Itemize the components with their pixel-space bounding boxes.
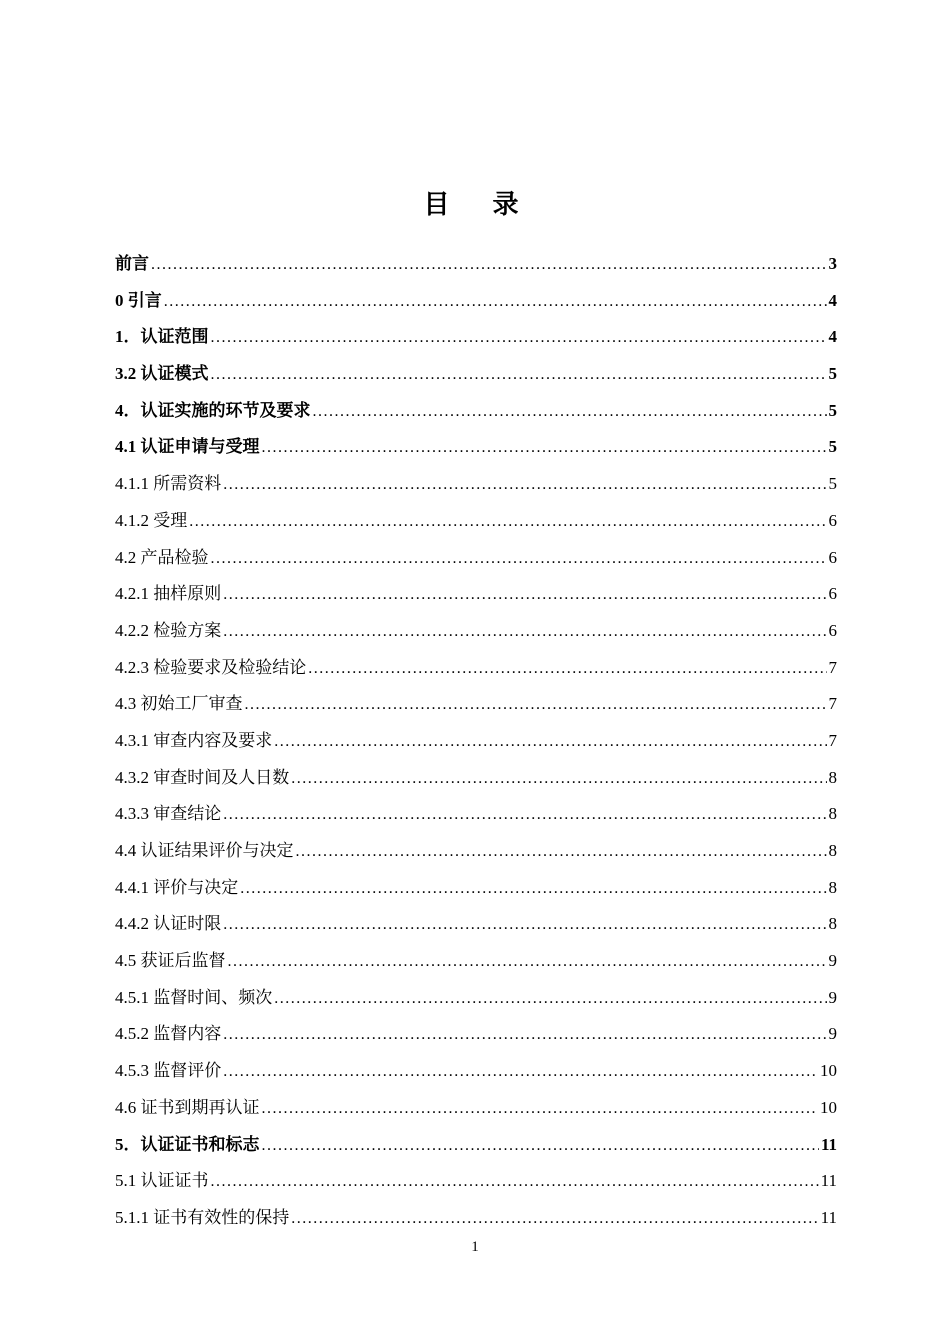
dot-leader <box>228 944 827 981</box>
toc-entry <box>115 796 837 833</box>
toc-entry-page: 8 <box>828 877 837 897</box>
toc-entry <box>115 943 837 980</box>
toc-entry-page: 6 <box>828 510 837 530</box>
toc-entry <box>115 1163 837 1200</box>
toc-entry <box>115 466 837 503</box>
toc-entry-label: 4.5.2 监督内容 <box>115 1024 222 1044</box>
toc-entry-label: 1．认证范围 <box>115 327 209 347</box>
toc-entry-page: 5 <box>828 400 837 420</box>
toc-entry-label: 4.5.1 监督时间、频次 <box>115 987 273 1007</box>
dot-leader <box>262 430 827 467</box>
dot-leader <box>189 504 826 541</box>
toc-entry-label: 4.2.3 检验要求及检验结论 <box>115 657 307 677</box>
toc-entry-label: 4.1.2 受理 <box>115 510 188 530</box>
toc-entry-page: 8 <box>828 914 837 934</box>
toc-entry-label: 4.4 认证结果评价与决定 <box>115 841 294 860</box>
toc-entry-page: 11 <box>820 1207 837 1227</box>
toc-entry-label: 4.3.2 审查时间及人日数 <box>115 767 290 787</box>
toc-entry <box>115 870 837 907</box>
toc-entry-page: 4 <box>828 290 837 310</box>
toc-entry-page: 11 <box>820 1171 837 1191</box>
toc-entry <box>115 613 837 650</box>
toc-entry-page: 6 <box>828 547 837 567</box>
dot-leader <box>211 320 827 357</box>
toc-entry-page: 8 <box>828 841 837 860</box>
dot-leader <box>223 467 826 504</box>
toc-entry <box>115 686 837 723</box>
toc-entry-label: 4.4.2 认证时限 <box>115 914 222 934</box>
toc-entry-page: 4 <box>828 327 837 347</box>
toc-entry <box>115 393 837 430</box>
toc-entry <box>115 1200 837 1237</box>
dot-leader <box>291 1201 818 1238</box>
dot-leader <box>313 394 827 431</box>
toc-entry-page: 5 <box>828 437 837 457</box>
toc-entry-label: 4.5 获证后监督 <box>115 951 226 971</box>
dot-leader <box>240 871 826 908</box>
toc-entry <box>115 1090 837 1127</box>
toc-entry-page: 11 <box>820 1134 837 1154</box>
toc-entry <box>115 319 837 356</box>
page-footer <box>0 1238 950 1256</box>
toc-entry-page: 10 <box>820 1061 837 1081</box>
dot-leader <box>291 761 826 798</box>
toc-entry-page: 9 <box>828 987 837 1007</box>
toc-entry-label: 4.1 认证申请与受理 <box>115 437 260 457</box>
toc-entry-page: 6 <box>828 584 837 604</box>
toc-entry <box>115 283 837 320</box>
dot-leader <box>223 1054 818 1091</box>
toc-entry <box>115 1016 837 1053</box>
toc-entry-label: 3.2 认证模式 <box>115 364 209 384</box>
dot-leader <box>223 1017 826 1054</box>
toc-entry-page: 5 <box>828 474 837 494</box>
toc-entry <box>115 980 837 1017</box>
dot-leader <box>308 651 826 688</box>
toc-entry-page: 8 <box>828 767 837 787</box>
toc-entry-label: 4.5.3 监督评价 <box>115 1061 222 1081</box>
toc-entry-page: 7 <box>828 657 837 677</box>
toc-entry-label: 5.1.1 证书有效性的保持 <box>115 1207 290 1227</box>
toc-entry <box>115 246 837 283</box>
toc-entry-label: 4.3 初始工厂审查 <box>115 694 243 714</box>
dot-leader <box>211 1164 819 1201</box>
dot-leader <box>274 724 826 761</box>
toc-entry-page: 6 <box>828 620 837 640</box>
toc-entry <box>115 833 837 870</box>
toc-entry-label: 4.4.1 评价与决定 <box>115 877 239 897</box>
dot-leader <box>211 541 827 578</box>
toc-entry-page: 9 <box>828 951 837 971</box>
dot-leader <box>223 907 826 944</box>
toc-entry <box>115 540 837 577</box>
toc-entry-label: 4．认证实施的环节及要求 <box>115 400 311 420</box>
toc-entry-label: 0 引言 <box>115 290 162 310</box>
toc-title: 目 录 <box>423 190 529 219</box>
dot-leader <box>151 247 827 284</box>
dot-leader <box>262 1128 819 1165</box>
toc-entry-page: 5 <box>828 364 837 384</box>
dot-leader <box>223 614 826 651</box>
toc-entry-label: 4.6 证书到期再认证 <box>115 1097 260 1117</box>
toc-entry <box>115 906 837 943</box>
toc-entry <box>115 429 837 466</box>
toc-entry-label: 4.3.1 审查内容及要求 <box>115 730 273 750</box>
toc-entry-page: 7 <box>828 694 837 714</box>
toc-entry-label: 4.2.2 检验方案 <box>115 620 222 640</box>
page-number: 1 <box>471 1239 479 1255</box>
dot-leader <box>262 1091 819 1128</box>
toc-entry <box>115 760 837 797</box>
toc-entry <box>115 723 837 760</box>
toc-entry <box>115 1127 837 1164</box>
toc-entry-page: 7 <box>828 730 837 750</box>
dot-leader <box>296 834 827 871</box>
toc-entry-label: 5．认证证书和标志 <box>115 1134 260 1154</box>
toc-entry-page: 3 <box>828 254 837 273</box>
toc-entry-page: 9 <box>828 1024 837 1044</box>
toc-entry <box>115 356 837 393</box>
dot-leader <box>223 797 826 834</box>
dot-leader <box>164 284 827 321</box>
dot-leader <box>245 687 827 724</box>
toc-entry <box>115 1053 837 1090</box>
dot-leader <box>223 577 826 614</box>
toc-entry-label: 前言 <box>115 254 149 273</box>
toc-entry-label: 4.2.1 抽样原则 <box>115 584 222 604</box>
toc-entry <box>115 650 837 687</box>
toc-entry-label: 4.2 产品检验 <box>115 547 209 567</box>
toc-entry <box>115 503 837 540</box>
toc-entry-page: 10 <box>820 1097 837 1117</box>
toc-entry-label: 4.1.1 所需资料 <box>115 474 222 494</box>
toc-entry-label: 4.3.3 审查结论 <box>115 804 222 824</box>
toc-entry-page: 8 <box>828 804 837 824</box>
toc-list <box>115 246 837 1237</box>
dot-leader <box>211 357 827 394</box>
toc-entry <box>115 576 837 613</box>
dot-leader <box>274 981 826 1018</box>
toc-entry-label: 5.1 认证证书 <box>115 1171 209 1191</box>
toc-section <box>115 190 837 1237</box>
